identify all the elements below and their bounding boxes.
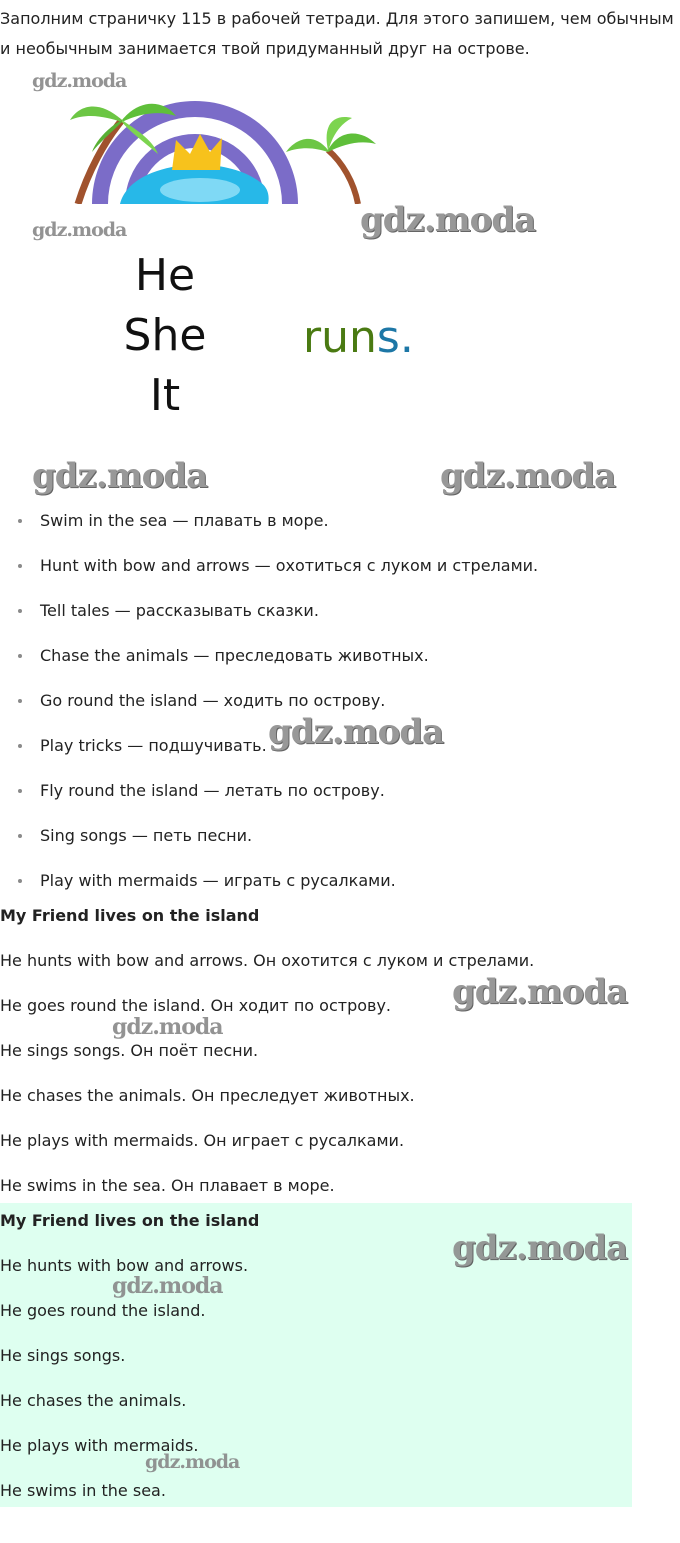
section-with-translation xyxy=(0,901,680,1216)
list-item: Play with mermaids — играть с русалками. xyxy=(0,866,680,911)
list-item: Swim in the sea — плавать в море. xyxy=(0,506,680,551)
list-item: Tell tales — рассказывать сказки. xyxy=(0,596,680,641)
watermark: gdz.moda xyxy=(32,456,208,496)
list-item: Go round the island — ходить по острову. xyxy=(0,686,680,731)
watermark: gdz.moda xyxy=(440,456,616,496)
watermark: gdz.moda xyxy=(268,712,444,752)
verb-runs xyxy=(303,308,414,368)
verb-stem: run xyxy=(303,312,377,363)
watermark: gdz.moda xyxy=(145,1451,240,1473)
watermark: gdz.moda xyxy=(112,1273,223,1299)
intro-text: Заполним страничку 115 в рабочей тетради. Для этого запишем, чем обычным и необычным занимается твой придуманный друг на острове. xyxy=(0,9,674,58)
pronoun-she: She xyxy=(123,310,207,361)
verb-ending: s xyxy=(376,312,400,363)
text-line: He sings songs. xyxy=(0,1346,126,1365)
watermark: gdz.moda xyxy=(452,972,628,1012)
text-line: He goes round the island. Он ходит по острову. xyxy=(0,996,391,1015)
watermark: gdz.moda xyxy=(112,1014,223,1040)
text-line: He chases the animals. xyxy=(0,1391,187,1410)
list-item: Fly round the island — летать по острову. xyxy=(0,776,680,821)
text-line: He chases the animals. Он преследует животных. xyxy=(0,1086,415,1105)
text-line: He swims in the sea. xyxy=(0,1481,166,1500)
text-line: He plays with mermaids. xyxy=(0,1436,199,1455)
island-illustration xyxy=(60,92,380,204)
list-item: Chase the animals — преследовать животных. xyxy=(0,641,680,686)
pronoun-it: It xyxy=(149,370,181,421)
text-line: He plays with mermaids. Он играет с русалками. xyxy=(0,1131,405,1150)
watermark: gdz.moda xyxy=(360,200,536,240)
list-item: Hunt with bow and arrows — охотиться с луком и стрелами. xyxy=(0,551,680,596)
section-title: My Friend lives on the island xyxy=(0,1211,260,1230)
text-line: He hunts with bow and arrows. xyxy=(0,1256,249,1275)
section-title: My Friend lives on the island xyxy=(0,906,260,925)
text-line: He goes round the island. xyxy=(0,1301,206,1320)
text-line: He sings songs. Он поёт песни. xyxy=(0,1041,259,1060)
list-item: Sing songs — петь песни. xyxy=(0,821,680,866)
watermark: gdz.moda xyxy=(32,70,127,92)
watermark: gdz.moda xyxy=(32,219,127,241)
watermark: gdz.moda xyxy=(452,1228,628,1268)
list-item: Play tricks — подшучивать. xyxy=(0,731,680,776)
text-line: He hunts with bow and arrows. Он охотится с луком и стрелами. xyxy=(0,951,535,970)
phrase-list xyxy=(0,506,680,911)
pronoun-he: He xyxy=(134,250,196,301)
verb-punct: . xyxy=(399,312,414,363)
text-line: He swims in the sea. Он плавает в море. xyxy=(0,1176,335,1195)
